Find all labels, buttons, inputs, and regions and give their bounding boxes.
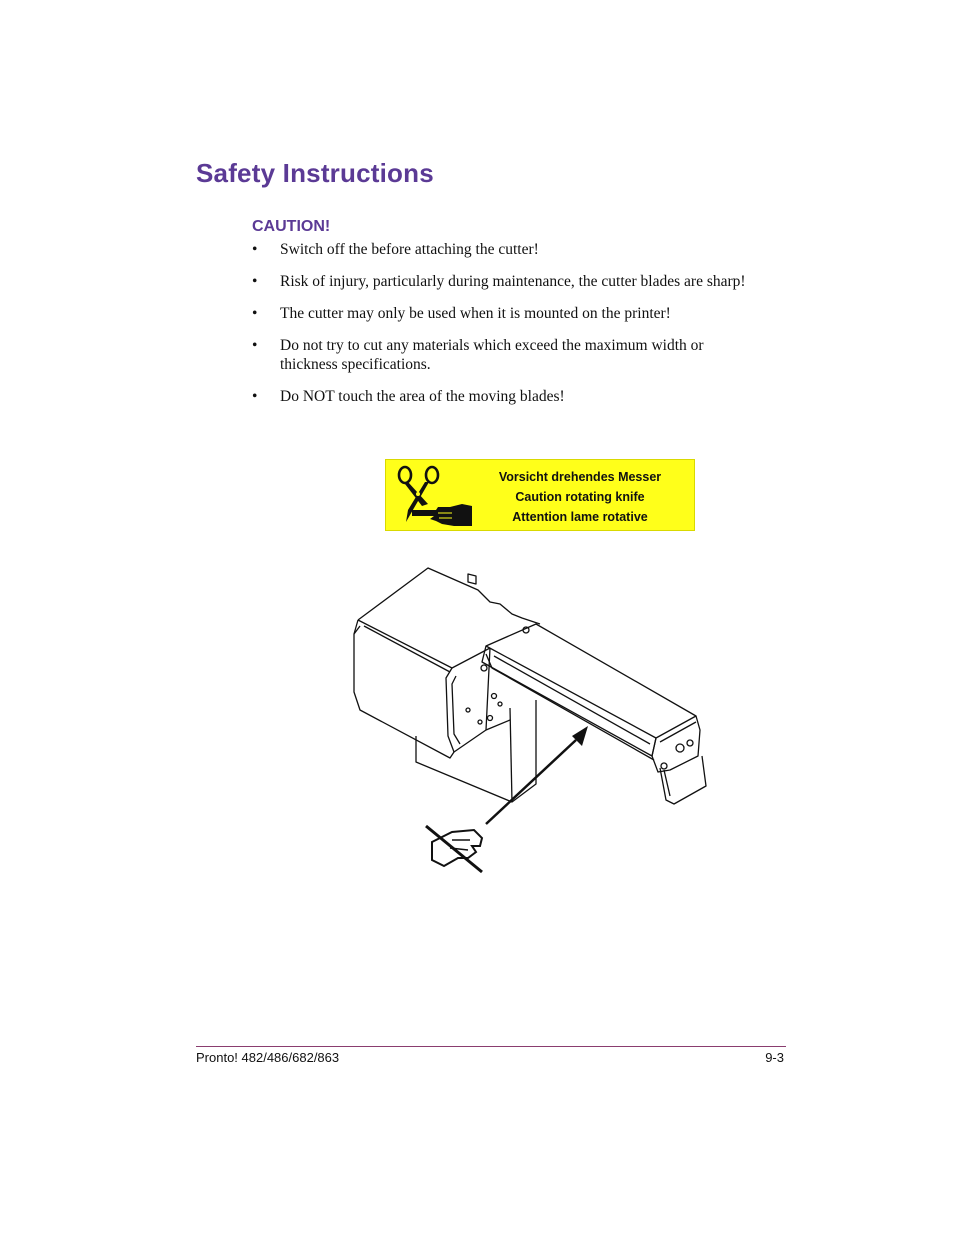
warning-line-english: Caution rotating knife (515, 490, 645, 504)
list-item-text: Do not try to cut any materials which exceed the maximum width or thickness specifications. (280, 337, 704, 373)
bullet-glyph: • (252, 241, 258, 258)
warning-line-french: Attention lame rotative (512, 510, 648, 524)
footer-page-number: 9-3 (765, 1050, 784, 1065)
caution-list (252, 240, 762, 419)
list-item-text: Switch off the before attaching the cutter! (280, 241, 539, 258)
cutter-unit-drawing (340, 560, 720, 880)
bullet-glyph: • (252, 388, 258, 405)
page-title: Safety Instructions (196, 158, 434, 188)
list-item-text: Risk of injury, particularly during maintenance, the cutter blades are sharp! (280, 273, 746, 290)
no-hand-icon (426, 826, 482, 872)
footer-product: Pronto! 482/486/682/863 (196, 1050, 340, 1065)
list-item (252, 336, 762, 374)
bullet-glyph: • (252, 305, 258, 322)
list-item (252, 272, 762, 291)
list-item (252, 304, 762, 323)
bullet-glyph: • (252, 273, 258, 290)
footer-rule (196, 1046, 786, 1047)
arrow-icon (486, 726, 588, 824)
caution-heading: CAUTION! (252, 218, 331, 235)
bullet-glyph: • (252, 337, 258, 354)
warning-text (484, 467, 676, 527)
list-item-text: The cutter may only be used when it is mounted on the printer! (280, 305, 671, 322)
warning-label (385, 459, 695, 531)
list-item-text: Do NOT touch the area of the moving blades! (280, 388, 565, 405)
pointing-hand-icon (412, 504, 472, 526)
list-item (252, 240, 762, 259)
warning-line-german: Vorsicht drehendes Messer (498, 470, 662, 484)
list-item (252, 387, 762, 406)
scissors-icon (392, 464, 472, 526)
